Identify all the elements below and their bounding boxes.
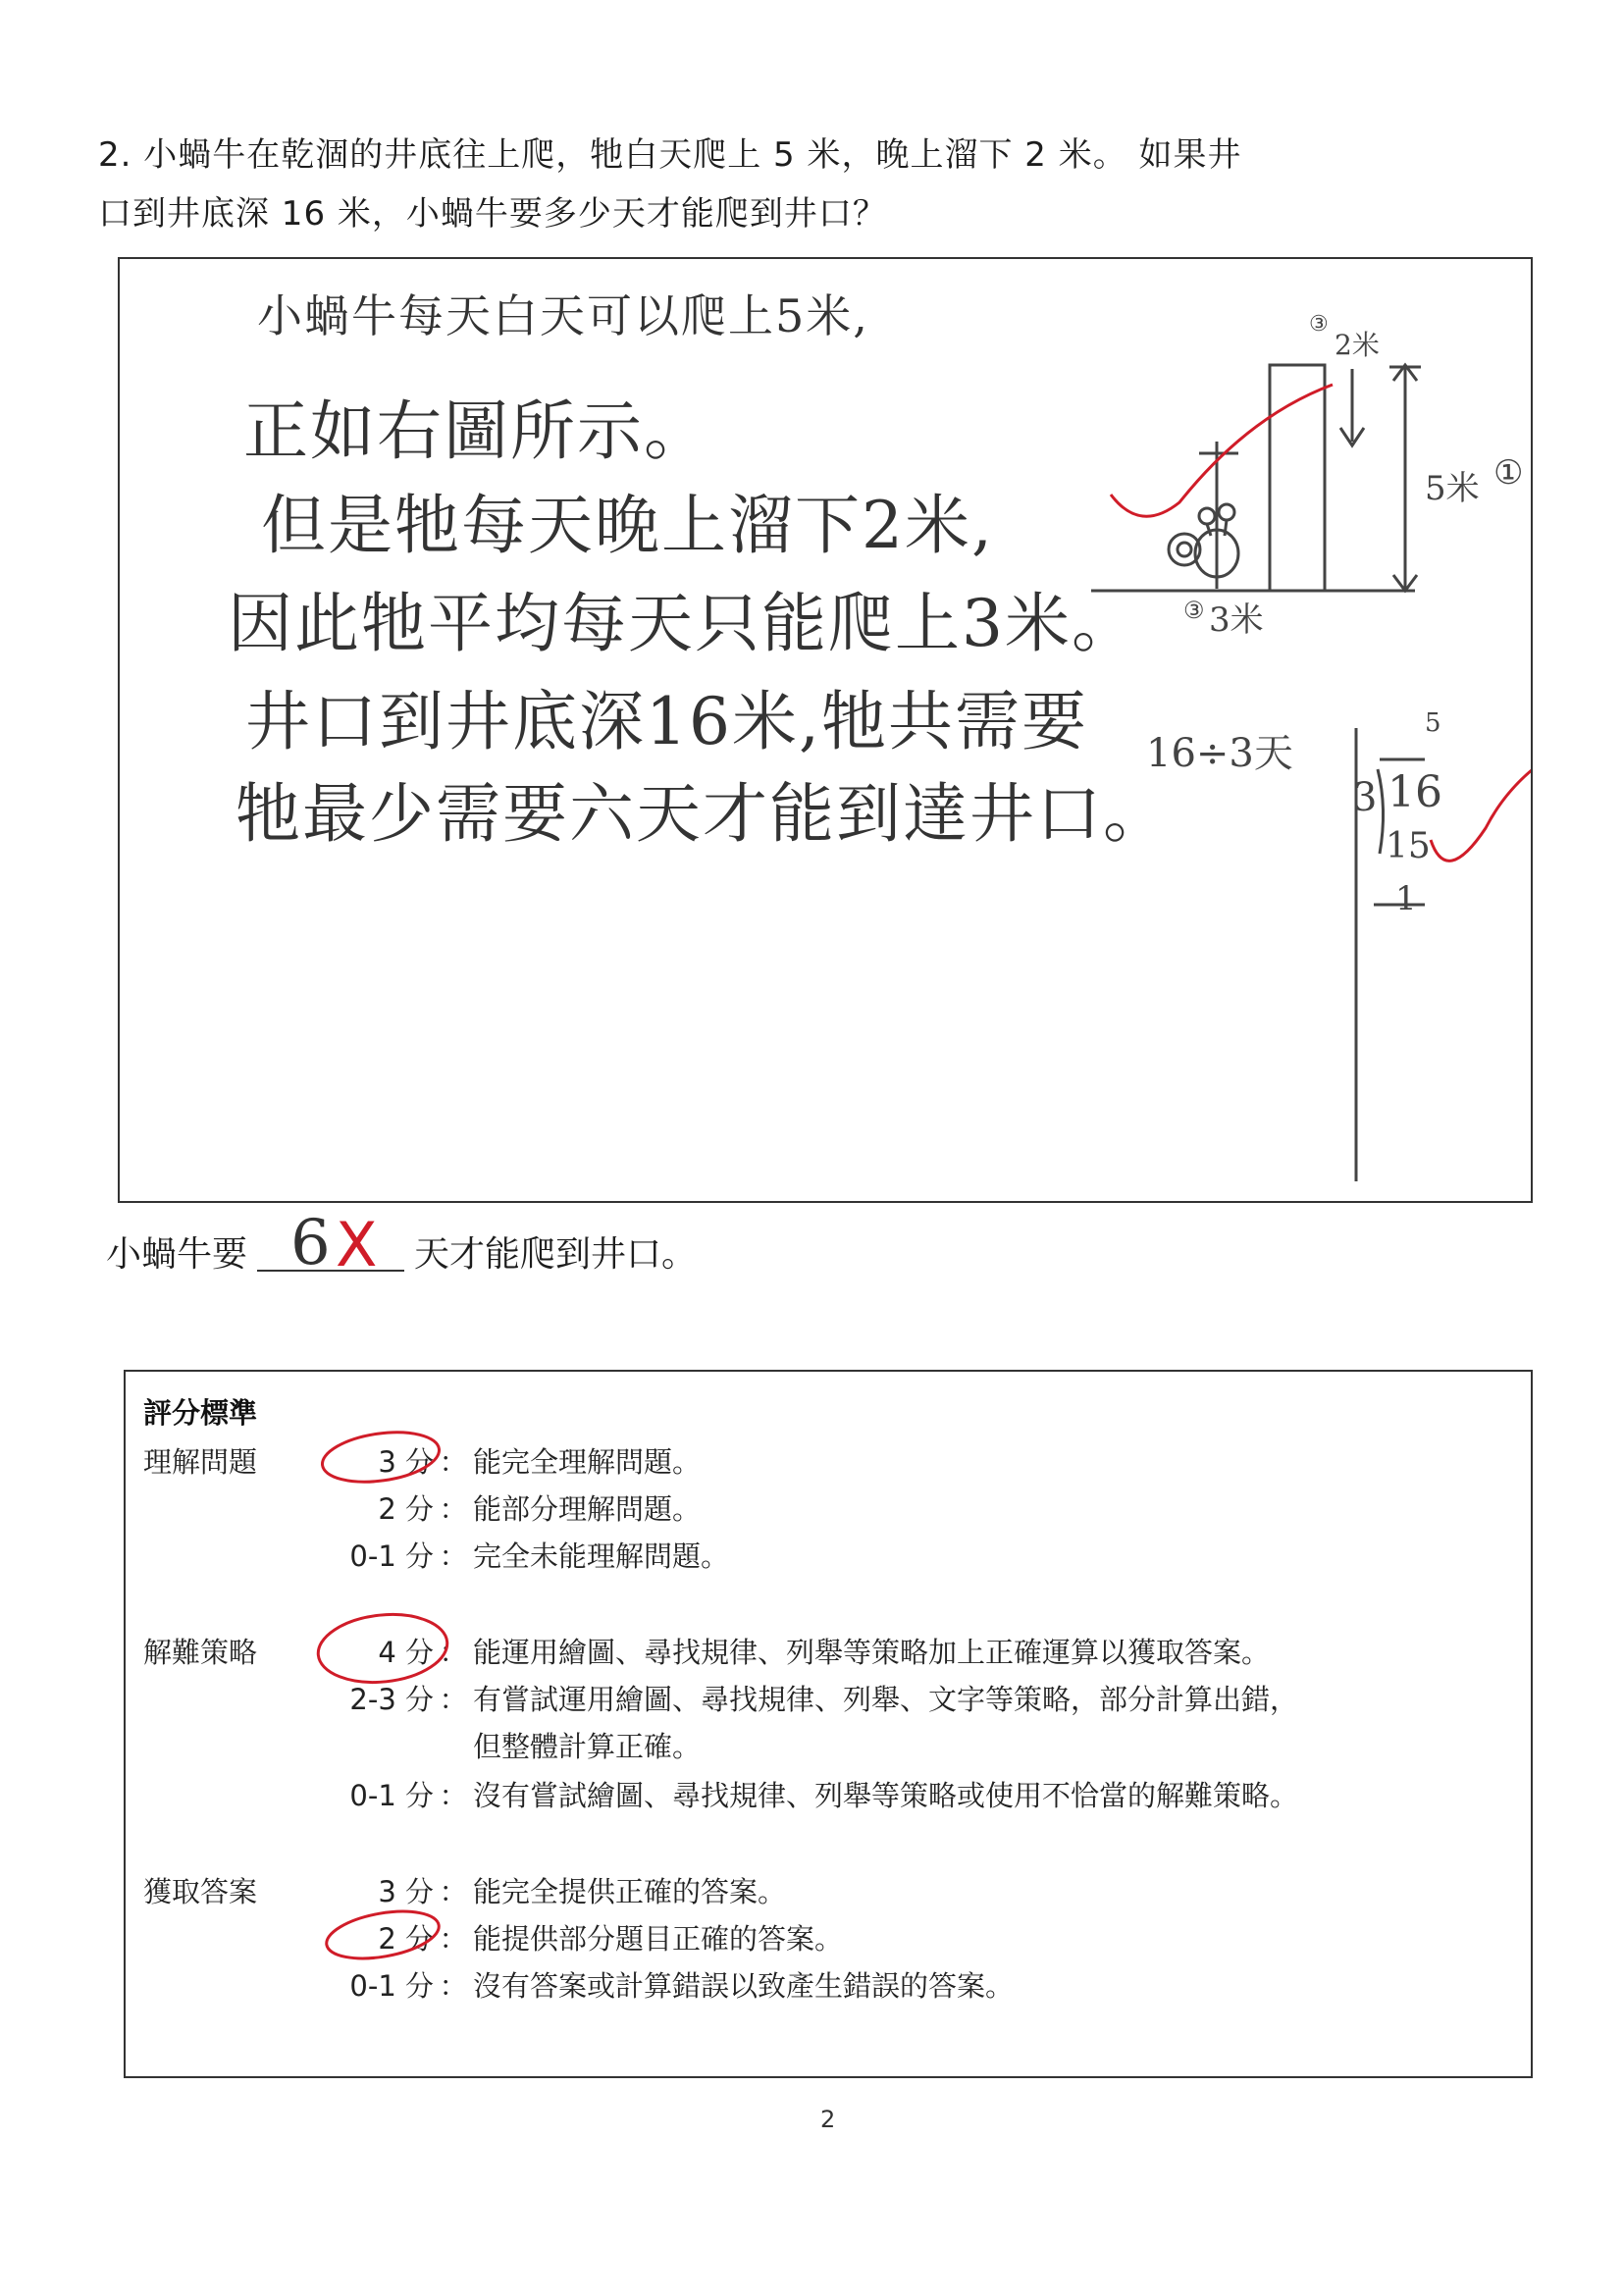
rubric-separator: ： [439, 1539, 468, 1573]
criterion-answer: 獲取答案 [143, 1875, 258, 1908]
work-line-6: 牠最少需要六天才能到達井口。 [236, 776, 1170, 852]
diagram-marker-top: ③ [1309, 312, 1329, 337]
answer-prefix: 小蝸牛要 [106, 1234, 248, 1275]
diagram-marker-right: ① [1493, 453, 1524, 493]
rubric-score: 0-1 分 [349, 1779, 434, 1812]
rubric-separator: ： [439, 1779, 468, 1812]
final-answer-line [106, 1207, 698, 1280]
rubric-desc: 能完全理解問題。 [473, 1445, 702, 1479]
rubric-desc: 能完全提供正確的答案。 [473, 1875, 787, 1908]
division-dividend: 16 [1387, 767, 1442, 817]
work-line-1: 小蝸牛每天白天可以爬上5米, [257, 289, 869, 342]
red-circle-understanding [319, 1426, 443, 1488]
rubric-score: 3 分 [378, 1445, 434, 1479]
rubric-score: 0-1 分 [349, 1969, 434, 2003]
question-line-1: 2. 小蝸牛在乾涸的井底往上爬，牠白天爬上 5 米，晚上溜下 2 米。 如果井 [98, 135, 1242, 175]
criterion-understanding: 理解問題 [143, 1445, 258, 1479]
rubric-desc: 完全未能理解問題。 [473, 1539, 730, 1573]
rubric-title: 評分標準 [143, 1396, 258, 1430]
work-line-3: 但是牠每天晚上溜下2米, [261, 488, 994, 563]
division-divisor: 3 [1352, 775, 1378, 820]
red-score-circles [126, 1372, 1531, 2076]
well-diagram [1091, 365, 1421, 591]
rubric-desc: 沒有嘗試繪圖、尋找規律、列舉等策略或使用不恰當的解難策略。 [473, 1779, 1299, 1812]
division-remainder: 1 [1395, 879, 1417, 918]
answer-suffix: 天才能爬到井口。 [414, 1234, 698, 1275]
diagram-label-right: 5米 [1425, 469, 1480, 508]
rubric-separator: ： [439, 1636, 468, 1669]
snail-drawing [1169, 504, 1238, 577]
inline-calculation: 16÷3天 [1146, 731, 1293, 776]
rubric-separator: ： [439, 1875, 468, 1908]
question-line-2: 口到井底深 16 米，小蝸牛要多少天才能爬到井口？ [98, 194, 887, 234]
rubric-separator: ： [439, 1445, 468, 1479]
rubric-score: 3 分 [378, 1875, 434, 1908]
rubric-score: 2 分 [378, 1492, 434, 1526]
rubric-desc: 沒有答案或計算錯誤以致產生錯誤的答案。 [473, 1969, 1015, 2003]
page-number: 2 [820, 2106, 836, 2133]
red-circle-answer [323, 1904, 443, 1965]
rubric-score: 2 分 [378, 1922, 434, 1956]
answer-blank[interactable] [257, 1207, 404, 1280]
well-wall [1270, 365, 1325, 591]
division-quotient: 5 [1425, 708, 1441, 738]
rubric-separator: ： [439, 1683, 468, 1716]
rubric-score: 0-1 分 [349, 1539, 434, 1573]
work-line-2: 正如右圖所示。 [243, 393, 710, 469]
answer-working-box [118, 257, 1533, 1203]
rubric-desc: 有嘗試運用繪圖、尋找規律、列舉、文字等策略，部分計算出錯， [473, 1683, 1299, 1716]
diagram-label-top: 2米 [1335, 329, 1380, 361]
work-line-5: 井口到井底深16米,牠共需要 [245, 684, 1088, 759]
rubric-desc: 能提供部分題目正確的答案。 [473, 1922, 844, 1956]
work-line-4: 因此牠平均每天只能爬上3米。 [228, 586, 1138, 661]
rubric-separator: ： [439, 1492, 468, 1526]
division-bracket [1378, 769, 1384, 854]
answer-value: 6 [290, 1207, 331, 1279]
red-check-mark-diagram [1111, 385, 1333, 516]
criterion-strategy: 解難策略 [143, 1636, 258, 1669]
red-circle-strategy [315, 1608, 450, 1688]
rubric-separator: ： [439, 1922, 468, 1956]
division-product: 15 [1386, 826, 1431, 866]
rubric-desc: 能運用繪圖、尋找規律、列舉等策略加上正確運算以獲取答案。 [473, 1636, 1271, 1669]
rubric-score: 2-3 分 [349, 1683, 434, 1716]
diagram-marker-bottom: ③ [1183, 597, 1205, 624]
rubric-desc: 能部分理解問題。 [473, 1492, 702, 1526]
diagram-label-bottom: 3米 [1209, 600, 1264, 640]
red-cross-mark: X [336, 1209, 378, 1280]
rubric-desc-continued: 但整體計算正確。 [473, 1730, 702, 1763]
red-check-mark-division [1431, 769, 1531, 861]
scoring-rubric [124, 1370, 1533, 2078]
rubric-separator: ： [439, 1969, 468, 2003]
rubric-score: 4 分 [378, 1636, 434, 1669]
